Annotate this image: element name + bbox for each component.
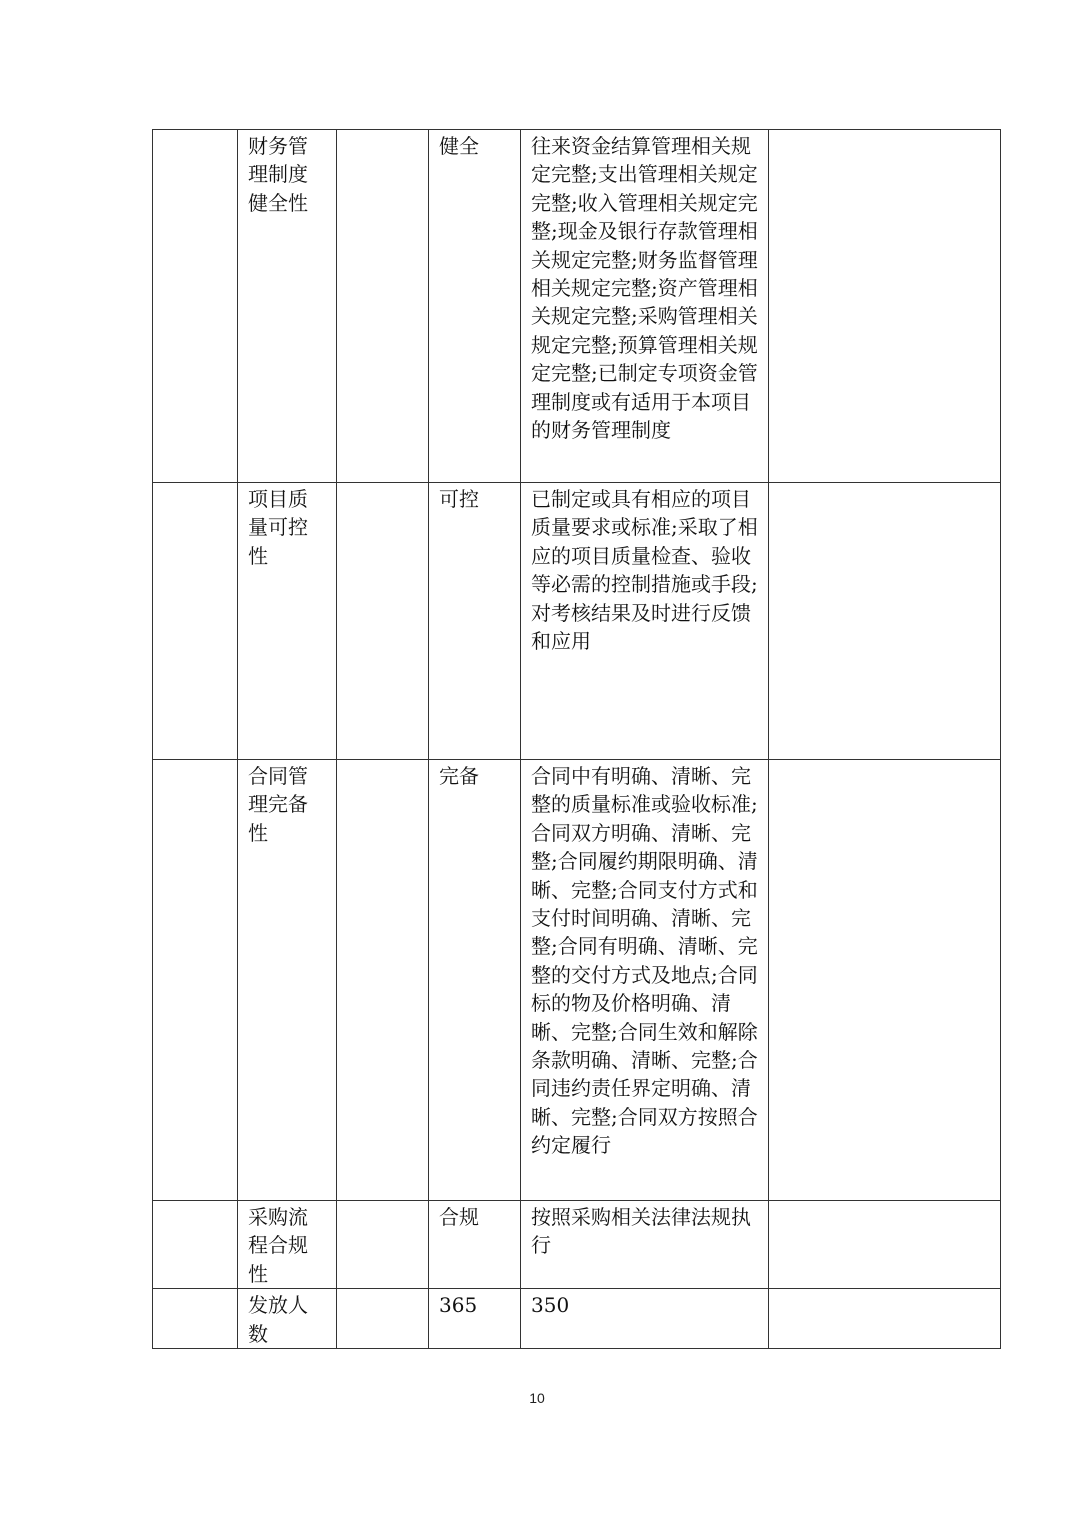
indicator-name-cell: 项目质量可控性 xyxy=(238,483,337,760)
table-row xyxy=(153,130,1001,483)
indicator-name-cell: 发放人数 xyxy=(238,1289,337,1349)
category-cell xyxy=(153,483,238,760)
actual-value-cell: 合同中有明确、清晰、完整的质量标准或验收标准;合同双方明确、清晰、完整;合同履约期限明确、清晰、完整;合同支付方式和支付时间明确、清晰、完整;合同有明确、清晰、完整的交付方式及地点;合同标的物及价格明确、清晰、完整;合同生效和解除条款明确、清晰、完整;合同违约责任界定明确、清晰、完整;合同双方按照合约定履行 xyxy=(521,760,769,1201)
remark-cell xyxy=(769,1201,1001,1289)
category-cell xyxy=(153,1201,238,1289)
empty-cell xyxy=(337,1289,429,1349)
performance-indicator-table xyxy=(152,129,1001,1349)
category-cell xyxy=(153,760,238,1201)
table-row xyxy=(153,760,1001,1201)
indicator-name-cell: 采购流程合规性 xyxy=(238,1201,337,1289)
remark-cell xyxy=(769,483,1001,760)
empty-cell xyxy=(337,760,429,1201)
target-value-cell: 完备 xyxy=(429,760,521,1201)
category-cell xyxy=(153,130,238,483)
target-value-cell: 合规 xyxy=(429,1201,521,1289)
empty-cell xyxy=(337,483,429,760)
actual-value-cell: 按照采购相关法律法规执行 xyxy=(521,1201,769,1289)
indicator-name-cell: 财务管理制度健全性 xyxy=(238,130,337,483)
target-value-cell: 可控 xyxy=(429,483,521,760)
empty-cell xyxy=(337,130,429,483)
actual-value-cell: 已制定或具有相应的项目质量要求或标准;采取了相应的项目质量检查、验收等必需的控制措施或手段;对考核结果及时进行反馈和应用 xyxy=(521,483,769,760)
table-row xyxy=(153,1201,1001,1289)
remark-cell xyxy=(769,760,1001,1201)
actual-value-cell: 往来资金结算管理相关规定完整;支出管理相关规定完整;收入管理相关规定完整;现金及银行存款管理相关规定完整;财务监督管理相关规定完整;资产管理相关规定完整;采购管理相关规定完整;预算管理相关规定完整;已制定专项资金管理制度或有适用于本项目的财务管理制度 xyxy=(521,130,769,483)
page-number: 10 xyxy=(529,1390,545,1406)
remark-cell xyxy=(769,130,1001,483)
table-row xyxy=(153,483,1001,760)
actual-value-cell: 350 xyxy=(521,1289,769,1349)
empty-cell xyxy=(337,1201,429,1289)
category-cell xyxy=(153,1289,238,1349)
indicator-name-cell: 合同管理完备性 xyxy=(238,760,337,1201)
remark-cell xyxy=(769,1289,1001,1349)
table-row xyxy=(153,1289,1001,1349)
target-value-cell: 健全 xyxy=(429,130,521,483)
target-value-cell: 365 xyxy=(429,1289,521,1349)
